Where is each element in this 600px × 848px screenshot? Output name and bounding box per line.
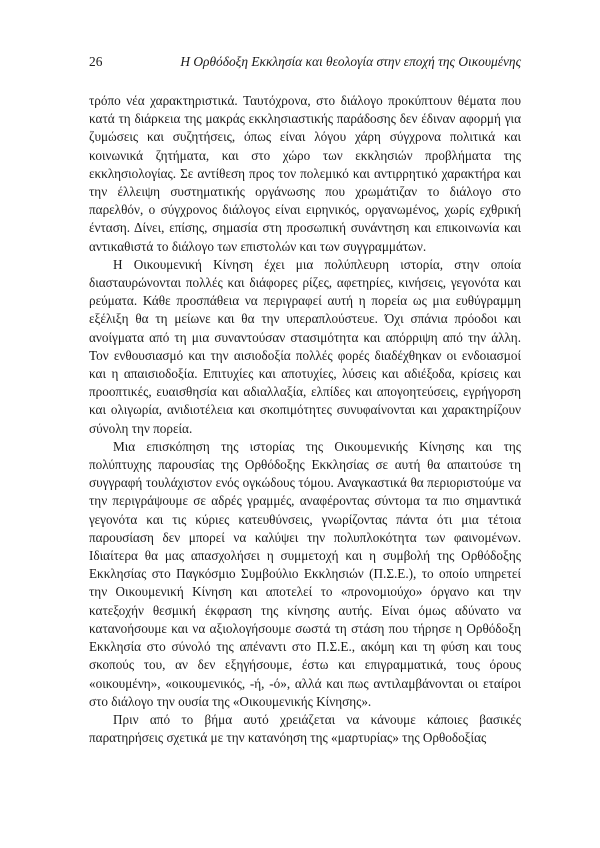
paragraph-continued: τρόπο νέα χαρακτηριστικά. Ταυτόχρονα, στο διάλογο προκύπτουν θέματα που κατά τη διάρκεια της μακράς εκκλησιαστικής παράδοσης δεν έδιναν αφορμή για ζυμώσεις και συζητήσεις, όπως είναι λόγου χάρη σύγχρονα πολιτικά και κοινωνικά ζητήματα, και στο χώρο των εκκλησιών προβλήματα της εκκλησιολογίας. Σε αντίθεση προς τον πολεμικό και αντιρρητικό χαρακτήρα και την έλλειψη συστηματικής οργάνωσης που χρωμάτιζαν το διάλογο στο παρελθόν, ο σύγχρονος διάλογος είναι ειρηνικός, οργανωμένος, χωρίς εχθρική ένταση. Δίνει, επίσης, σημασία στη προσωπική συνάντηση και επικοινωνία και αντικαθιστά το διάλογο των επιστολών και των συγγραμμάτων. (89, 93, 521, 254)
running-head (89, 53, 521, 71)
paragraph: Η Οικουμενική Κίνηση έχει μια πολύπλευρη ιστορία, στην οποία διασταυρώνονται πολλές και διάφορες ρίζες, αφετηρίες, κινήσεις, γεγονότα και ρεύματα. Κάθε προσπάθεια να περιγραφεί αυτή η πορεία ως μια ευθύγραμμη εξέλιξη θα τη μείωνε και θα την υπεραπλούστευε. Όχι σπάνια πρόοδοι και ανοίγματα από τη μια συναντούσαν στασιμότητα και απόρριψη από την άλλη. Τον ενθουσιασμό και την αισιοδοξία πολλές φορές διαδέχθηκαν οι ενδοιασμοί και η απαισιοδοξία. Επιτυχίες και αποτυχίες, λύσεις και αδιέξοδα, κρίσεις και προοπτικές, ευαισθησία και αδιαλλαξία, ελπίδες και απογοητεύσεις, εγρήγορση και ολιγωρία, ανιδιοτέλεια και σκοπιμότητες συνυφαίνονται και χαρακτηρίζουν σύνολη την πορεία. (89, 256, 521, 436)
body-text (89, 92, 521, 747)
paragraph: Μια επισκόπηση της ιστορίας της Οικουμενικής Κίνησης και της πολύπτυχης παρουσίας της Ορθόδοξης Εκκλησίας σε αυτή θα απαιτούσε τη συγγραφή τουλάχιστον ενός ογκώδους τόμου. Αναγκαστικά θα περιοριστούμε να την περιγράψουμε σε αδρές γραμμές, αναφέροντας σύντομα τα πιο σημαντικά γεγονότα και τις κύριες κατευθύνσεις, γνωρίζοντας πάντα ότι μια τέτοια παρουσίαση δεν μπορεί να καλύψει την πολυπλοκότητα των φαινομένων. Ιδιαίτερα θα μας απασχολήσει η συμμετοχή και η συμβολή της Ορθόδοξης Εκκλησίας στο Παγκόσμιο Συμβούλιο Εκκλησιών (Π.Σ.Ε.), το οποίο υπηρετεί την Οικουμενική Κίνηση και αποτελεί το «προνομιούχο» όργανο και την κατεξοχήν θεσμική έκφραση της κίνησης αυτής. Είναι όμως αδύνατο να κατανοήσουμε και να αξιολογήσουμε σωστά τη στάση που τήρησε η Ορθόδοξη Εκκλησία στο σύνολό της απέναντι στο Π.Σ.Ε., ακόμη και τη φύση και τους σκοπούς του, αν δεν εξηγήσουμε, έστω και επιγραμματικά, τους όρους «οικουμένη», «οικουμενικός, -ή, -ό», αλλά και πως αντιλαμβάνονται οι εταίροι στο διάλογο την ουσία της «Οικουμενικής Κίνησης». (89, 438, 521, 709)
page-number: 26 (89, 54, 103, 69)
paragraph: Πριν από το βήμα αυτό χρειάζεται να κάνουμε κάποιες βασικές παρατηρήσεις σχετικά με την κατανόηση της «μαρτυρίας» της Ορθοδοξίας (89, 711, 521, 746)
running-title: Η Ορθόδοξη Εκκλησία και θεολογία στην εποχή της Οικουμένης (180, 54, 521, 69)
